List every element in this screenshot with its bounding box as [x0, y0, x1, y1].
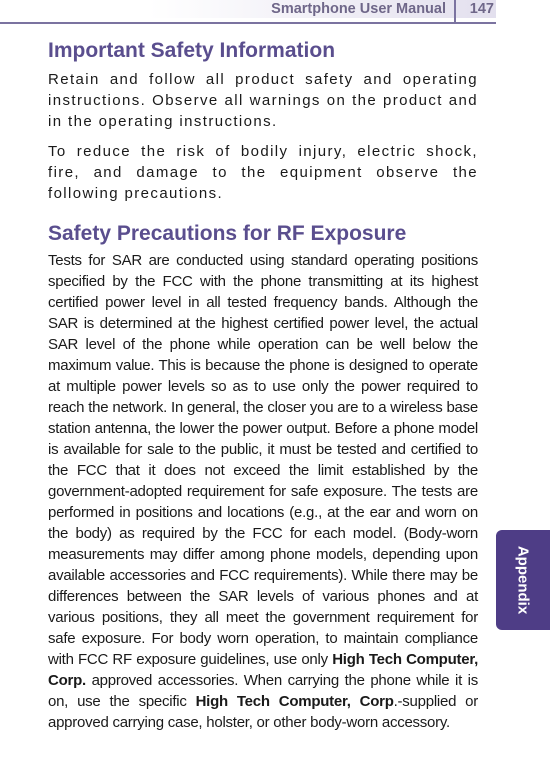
section-heading-rf-exposure: Safety Precautions for RF Exposure — [48, 222, 407, 245]
section-heading-safety-info: Important Safety Information — [48, 39, 336, 62]
company-name-bold-2: High Tech Computer, Corp — [195, 693, 394, 710]
header-rule — [0, 22, 496, 24]
paragraph-reduce-risk: To reduce the risk of bodily injury, electric shock, fire, and damage to the equipment observe the following precautions. — [48, 143, 478, 202]
sar-text-part1: Tests for SAR are conducted using standard operating positions specified by the FCC with the phone transmitting at its highest certified power level in all tested frequency bands. Although the SAR is determined at the highest certified power level, the actual SAR level of the phone while operation can be well below the maximum value. This is because the phone is designed to operate at multiple power levels so as to use only the power required to reach the network. In general, the closer you are to a wireless base station antenna, the lower the power output. Before a phone model is available for sale to the public, it must be tested and certified to the FCC that it does not exceed the limit established by the government-adopted requirement for safe exposure. The tests are performed in positions and locations (e.g., at the ear and worn on the body) as required by the FCC for each model. (Body-worn measurements may differ among phone models, depending upon available accessories and FCC requirements). While there may be differences between the SAR levels of various phones and at various positions, they all meet the government requirement for safe exposure. For body worn operation, to maintain compliance with FCC RF exposure guidelines, use only — [48, 252, 478, 668]
sar-text-part3: .-supplied or approved carrying case, holster, or other body-worn accessory. — [48, 693, 478, 731]
header-separator — [454, 0, 456, 22]
paragraph-retain: Retain and follow all product safety and operating instructions. Observe all warnings on the product and in the operating instructions. — [48, 71, 478, 130]
paragraph-sar — [48, 250, 478, 733]
side-tab-label: Appendix — [514, 545, 532, 615]
manual-title: Smartphone User Manual — [271, 1, 446, 17]
page-content — [48, 37, 478, 733]
side-tab-appendix[interactable] — [496, 530, 550, 630]
page-header — [0, 0, 550, 22]
sar-text-part2: approved accessories. When carrying the phone while it is on, use the specific — [48, 672, 478, 710]
page-number: 147 — [469, 1, 494, 17]
company-name-bold-1: High Tech Computer, Corp. — [48, 651, 479, 689]
